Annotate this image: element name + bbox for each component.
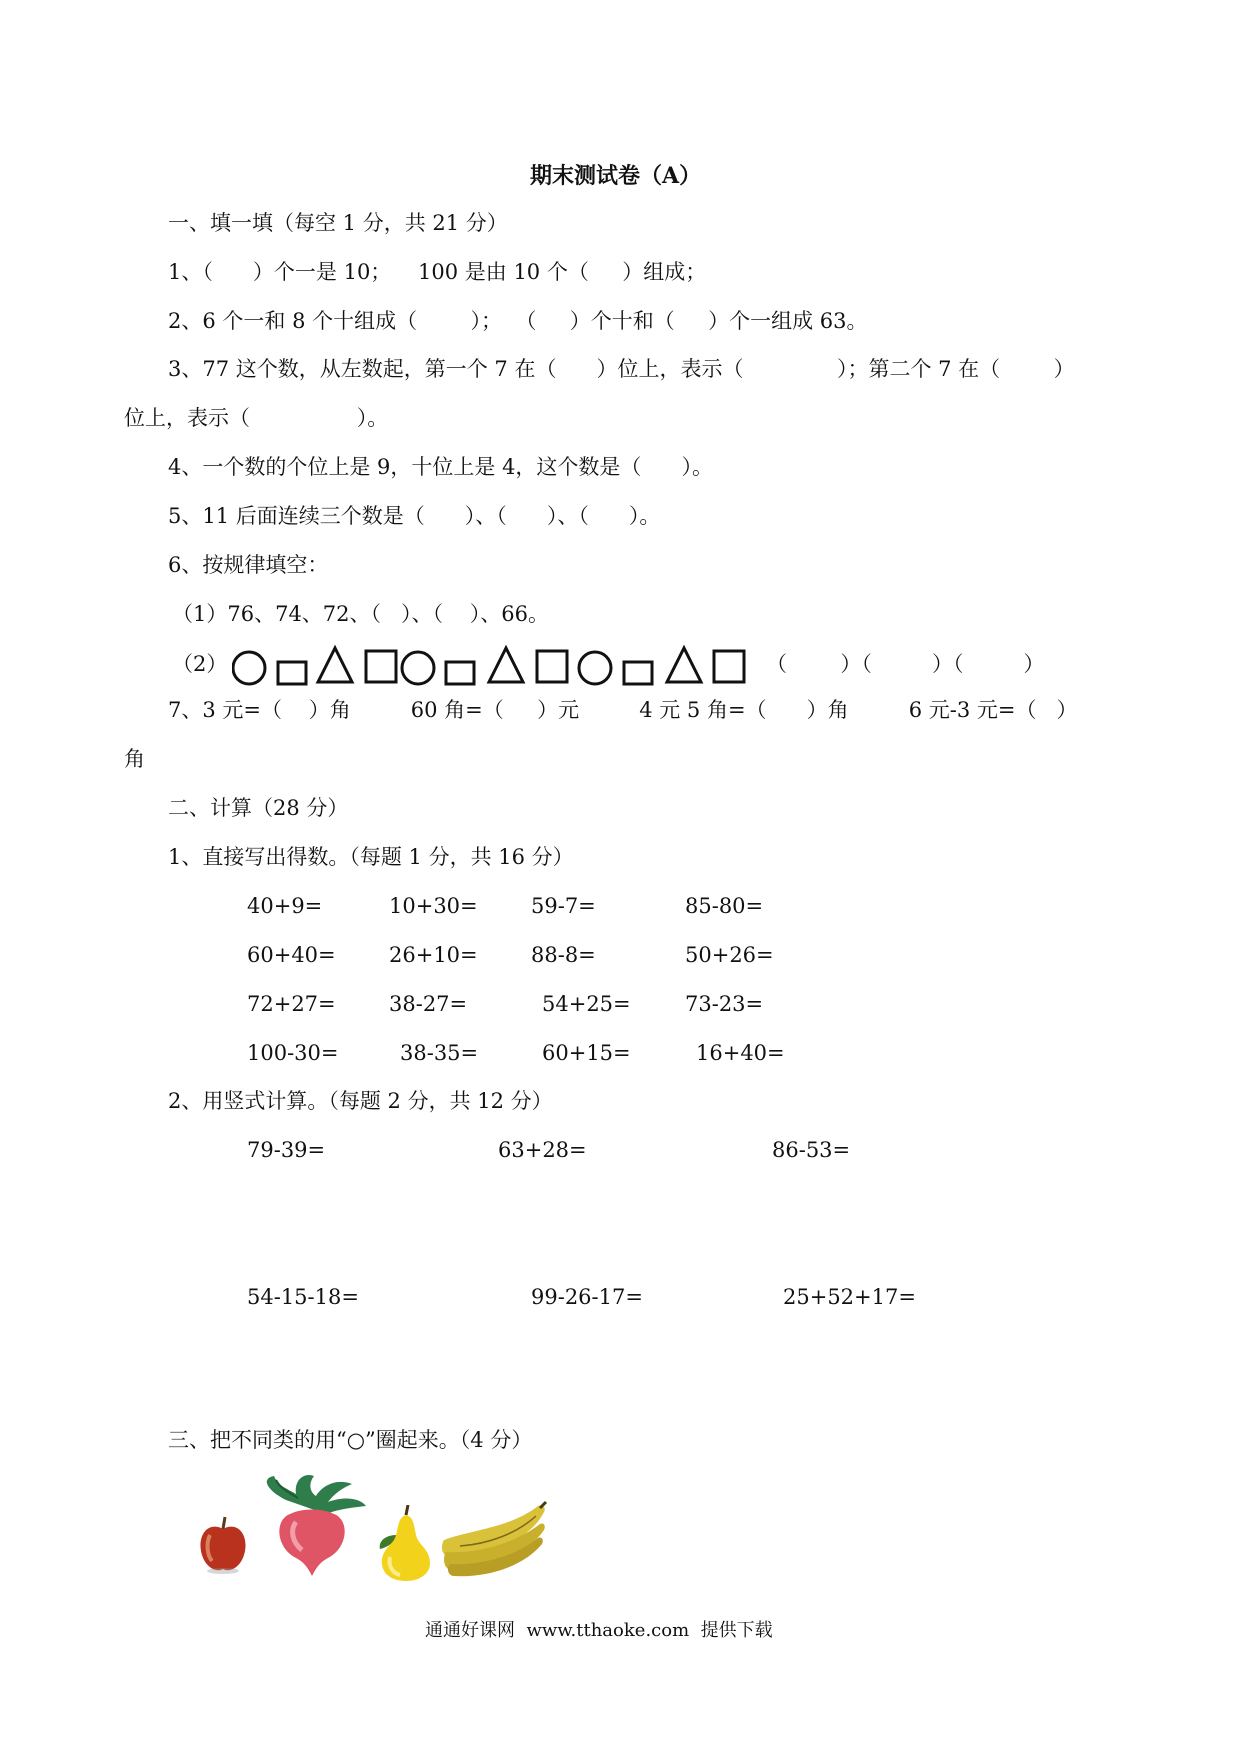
- shape-square: [537, 651, 567, 682]
- question-5: 5、11 后面连续三个数是（ ）、（ ）、（ ）。: [168, 504, 661, 528]
- direct-calc: 38-35=: [400, 1041, 479, 1065]
- footer-text: 通通好课网 www.tthaoke.com 提供下载: [425, 1620, 773, 1641]
- radish-image: [256, 1470, 371, 1580]
- direct-calc: 88-8=: [531, 943, 596, 967]
- direct-calc: 16+40=: [696, 1041, 785, 1065]
- question-6-part1: （1）76、74、72、（ ）、（ ）、66。: [172, 602, 549, 626]
- direct-calc: 26+10=: [389, 943, 478, 967]
- direct-calc: 54+25=: [542, 992, 631, 1016]
- shape-small-square: [278, 662, 306, 684]
- vertical-calc: 63+28=: [498, 1138, 587, 1162]
- shape-small-square: [624, 662, 652, 684]
- question-2: 2、6 个一和 8 个十组成（ ）； （ ）个十和（ ）个一组成 63。: [168, 309, 868, 333]
- banana-image: [440, 1500, 548, 1580]
- section1-heading: 一、填一填（每空 1 分，共 21 分）: [168, 211, 508, 235]
- section2-heading: 二、计算（28 分）: [168, 796, 349, 820]
- direct-calc: 100-30=: [247, 1041, 339, 1065]
- shape-circle: [233, 652, 265, 684]
- pear-image: [376, 1505, 434, 1583]
- question-6-part2-label: （2）: [172, 652, 228, 676]
- shape-pattern: [232, 644, 762, 692]
- direct-calc: 72+27=: [247, 992, 336, 1016]
- vertical-calc: 25+52+17=: [783, 1285, 916, 1309]
- direct-calc: 73-23=: [685, 992, 764, 1016]
- shape-circle: [402, 652, 434, 684]
- shape-triangle: [318, 648, 352, 682]
- direct-calc: 10+30=: [389, 894, 478, 918]
- vertical-calc: 54-15-18=: [247, 1285, 359, 1309]
- direct-calc: 85-80=: [685, 894, 764, 918]
- page-title: 期末测试卷（A）: [530, 163, 702, 189]
- shape-circle: [579, 652, 611, 684]
- direct-calc: 59-7=: [531, 894, 596, 918]
- section3-heading: 三、把不同类的用“○”圈起来。（4 分）: [168, 1428, 533, 1452]
- section2-sub1: 1、直接写出得数。（每题 1 分，共 16 分）: [168, 845, 574, 869]
- direct-calc: 40+9=: [247, 894, 323, 918]
- shape-square: [714, 651, 744, 682]
- shape-small-square: [446, 662, 474, 684]
- direct-calc: 60+15=: [542, 1041, 631, 1065]
- direct-calc: 50+26=: [685, 943, 774, 967]
- shape-triangle: [667, 648, 701, 682]
- section2-sub2: 2、用竖式计算。（每题 2 分，共 12 分）: [168, 1089, 553, 1113]
- vertical-calc: 79-39=: [247, 1138, 326, 1162]
- question-6-part2-blanks: （ ）（ ）（ ）: [766, 652, 1045, 676]
- question-6-heading: 6、按规律填空：: [168, 553, 329, 577]
- direct-calc: 60+40=: [247, 943, 336, 967]
- vertical-calc: 86-53=: [772, 1138, 851, 1162]
- question-1: 1、（ ）个一是 10； 100 是由 10 个（ ）组成；: [168, 260, 707, 284]
- question-7: 7、3 元=（ ）角 60 角=（ ）元 4 元 5 角=（ ）角 6 元-3 元=（ ）: [168, 698, 1078, 722]
- question-3-line1: 3、77 这个数，从左数起，第一个 7 在（ ）位上，表示（ ）；第二个 7 在（ ）: [168, 357, 1075, 381]
- question-3-line2: 位上，表示（ ）。: [124, 406, 389, 430]
- vertical-calc: 99-26-17=: [531, 1285, 643, 1309]
- question-4: 4、一个数的个位上是 9，十位上是 4，这个数是（ ）。: [168, 455, 713, 479]
- apple-image: [198, 1515, 248, 1575]
- shape-square: [366, 651, 396, 682]
- shape-triangle: [489, 648, 523, 682]
- direct-calc: 38-27=: [389, 992, 468, 1016]
- question-7-continued: 角: [124, 747, 145, 771]
